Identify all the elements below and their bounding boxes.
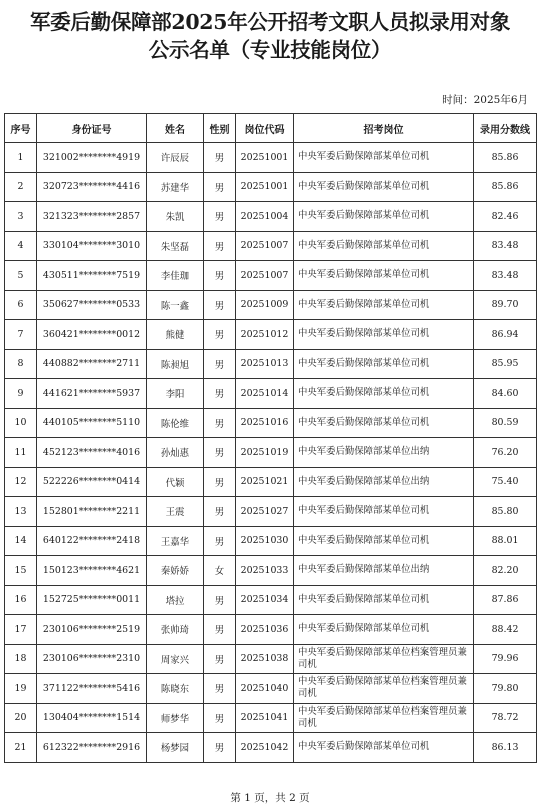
post-title-cell: 中央军委后勤保障部某单位司机	[294, 172, 474, 202]
post-code-cell: 20251040	[236, 674, 294, 704]
post-title-cell: 中央军委后勤保障部某单位司机	[294, 585, 474, 615]
post-code-cell: 20251033	[236, 556, 294, 586]
id-number-cell: 152725********0011	[37, 585, 147, 615]
gender-cell: 男	[204, 703, 236, 733]
post-title-cell: 中央军委后勤保障部某单位司机	[294, 408, 474, 438]
table-row	[5, 703, 537, 733]
row-index-cell: 1	[5, 143, 37, 173]
post-code-cell: 20251038	[236, 644, 294, 674]
row-index-cell: 8	[5, 349, 37, 379]
row-index-cell: 7	[5, 320, 37, 350]
post-code-cell: 20251007	[236, 231, 294, 261]
score-cell: 87.86	[474, 585, 537, 615]
table-row	[5, 438, 537, 468]
id-number-cell: 150123********4621	[37, 556, 147, 586]
gender-cell: 男	[204, 290, 236, 320]
header-id-number: 身份证号	[37, 114, 147, 143]
row-index-cell: 6	[5, 290, 37, 320]
score-cell: 82.46	[474, 202, 537, 232]
post-title-cell: 中央军委后勤保障部某单位司机	[294, 733, 474, 763]
gender-cell: 男	[204, 231, 236, 261]
person-name-cell: 秦娇娇	[147, 556, 204, 586]
post-title-cell: 中央军委后勤保障部某单位司机	[294, 143, 474, 173]
post-title-cell: 中央军委后勤保障部某单位出纳	[294, 556, 474, 586]
row-index-cell: 10	[5, 408, 37, 438]
post-title-cell: 中央军委后勤保障部某单位出纳	[294, 467, 474, 497]
post-code-cell: 20251014	[236, 379, 294, 409]
post-title-cell: 中央军委后勤保障部某单位司机	[294, 231, 474, 261]
score-cell: 83.48	[474, 261, 537, 291]
post-title-cell: 中央军委后勤保障部某单位司机	[294, 320, 474, 350]
person-name-cell: 熊健	[147, 320, 204, 350]
gender-cell: 男	[204, 261, 236, 291]
table-row	[5, 290, 537, 320]
score-cell: 78.72	[474, 703, 537, 733]
id-number-cell: 330104********3010	[37, 231, 147, 261]
score-cell: 85.95	[474, 349, 537, 379]
person-name-cell: 王嘉华	[147, 526, 204, 556]
row-index-cell: 9	[5, 379, 37, 409]
person-name-cell: 苏建华	[147, 172, 204, 202]
person-name-cell: 张帅琦	[147, 615, 204, 645]
table-row	[5, 408, 537, 438]
post-code-cell: 20251009	[236, 290, 294, 320]
score-cell: 76.20	[474, 438, 537, 468]
publish-date: 时间：2025年6月	[442, 94, 528, 106]
person-name-cell: 朱凯	[147, 202, 204, 232]
table-row	[5, 261, 537, 291]
post-code-cell: 20251021	[236, 467, 294, 497]
table-row	[5, 202, 537, 232]
table-row	[5, 644, 537, 674]
id-number-cell: 130404********1514	[37, 703, 147, 733]
person-name-cell: 陈晓东	[147, 674, 204, 704]
post-title-cell: 中央军委后勤保障部某单位司机	[294, 526, 474, 556]
post-title-cell: 中央军委后勤保障部某单位司机	[294, 349, 474, 379]
person-name-cell: 李佳珈	[147, 261, 204, 291]
person-name-cell: 陈昶旭	[147, 349, 204, 379]
score-cell: 89.70	[474, 290, 537, 320]
row-index-cell: 15	[5, 556, 37, 586]
id-number-cell: 360421********0012	[37, 320, 147, 350]
person-name-cell: 王震	[147, 497, 204, 527]
row-index-cell: 2	[5, 172, 37, 202]
id-number-cell: 321002********4919	[37, 143, 147, 173]
row-index-cell: 16	[5, 585, 37, 615]
table-row	[5, 349, 537, 379]
post-title-cell: 中央军委后勤保障部某单位出纳	[294, 438, 474, 468]
person-name-cell: 孙灿惠	[147, 438, 204, 468]
table-row	[5, 379, 537, 409]
row-index-cell: 14	[5, 526, 37, 556]
post-title-cell: 中央军委后勤保障部某单位司机	[294, 379, 474, 409]
gender-cell: 男	[204, 733, 236, 763]
table-row	[5, 497, 537, 527]
table-row	[5, 556, 537, 586]
gender-cell: 男	[204, 379, 236, 409]
person-name-cell: 朱坚磊	[147, 231, 204, 261]
id-number-cell: 320723********4416	[37, 172, 147, 202]
id-number-cell: 452123********4016	[37, 438, 147, 468]
gender-cell: 男	[204, 615, 236, 645]
row-index-cell: 4	[5, 231, 37, 261]
row-index-cell: 18	[5, 644, 37, 674]
gender-cell: 男	[204, 320, 236, 350]
header-index: 序号	[5, 114, 37, 143]
row-index-cell: 20	[5, 703, 37, 733]
id-number-cell: 152801********2211	[37, 497, 147, 527]
id-number-cell: 230106********2519	[37, 615, 147, 645]
gender-cell: 男	[204, 644, 236, 674]
document-title	[0, 8, 540, 64]
person-name-cell: 周家兴	[147, 644, 204, 674]
person-name-cell: 杨梦园	[147, 733, 204, 763]
gender-cell: 男	[204, 438, 236, 468]
score-cell: 85.80	[474, 497, 537, 527]
table-row	[5, 674, 537, 704]
score-cell: 75.40	[474, 467, 537, 497]
post-code-cell: 20251013	[236, 349, 294, 379]
score-cell: 79.96	[474, 644, 537, 674]
table-row	[5, 526, 537, 556]
post-code-cell: 20251004	[236, 202, 294, 232]
gender-cell: 男	[204, 674, 236, 704]
id-number-cell: 522226********0414	[37, 467, 147, 497]
gender-cell: 男	[204, 585, 236, 615]
post-code-cell: 20251042	[236, 733, 294, 763]
row-index-cell: 12	[5, 467, 37, 497]
person-name-cell: 许辰辰	[147, 143, 204, 173]
id-number-cell: 230106********2310	[37, 644, 147, 674]
table-header-row	[5, 114, 537, 143]
post-code-cell: 20251034	[236, 585, 294, 615]
post-title-cell: 中央军委后勤保障部某单位司机	[294, 290, 474, 320]
table-row	[5, 231, 537, 261]
score-cell: 84.60	[474, 379, 537, 409]
id-number-cell: 430511********7519	[37, 261, 147, 291]
post-title-cell: 中央军委后勤保障部某单位档案管理员兼司机	[294, 644, 474, 674]
row-index-cell: 13	[5, 497, 37, 527]
score-cell: 88.01	[474, 526, 537, 556]
post-code-cell: 20251001	[236, 172, 294, 202]
score-cell: 79.80	[474, 674, 537, 704]
gender-cell: 男	[204, 526, 236, 556]
page-footer: 第 1 页，共 2 页	[230, 792, 310, 804]
score-cell: 83.48	[474, 231, 537, 261]
post-title-cell: 中央军委后勤保障部某单位司机	[294, 261, 474, 291]
person-name-cell: 塔拉	[147, 585, 204, 615]
post-title-cell: 中央军委后勤保障部某单位司机	[294, 497, 474, 527]
candidate-table	[4, 113, 537, 763]
row-index-cell: 19	[5, 674, 37, 704]
table-row	[5, 467, 537, 497]
row-index-cell: 21	[5, 733, 37, 763]
id-number-cell: 640122********2418	[37, 526, 147, 556]
person-name-cell: 代颖	[147, 467, 204, 497]
id-number-cell: 441621********5937	[37, 379, 147, 409]
header-score: 录用分数线	[474, 114, 537, 143]
table-row	[5, 172, 537, 202]
gender-cell: 男	[204, 172, 236, 202]
row-index-cell: 17	[5, 615, 37, 645]
gender-cell: 男	[204, 202, 236, 232]
id-number-cell: 371122********5416	[37, 674, 147, 704]
table-body	[5, 143, 537, 763]
header-post-code: 岗位代码	[236, 114, 294, 143]
row-index-cell: 3	[5, 202, 37, 232]
title-line-1: 军委后勤保障部2025年公开招考文职人员拟录用对象	[29, 10, 511, 34]
table-row	[5, 585, 537, 615]
score-cell: 88.42	[474, 615, 537, 645]
score-cell: 85.86	[474, 143, 537, 173]
title-line-2: 公示名单（专业技能岗位）	[148, 38, 392, 62]
score-cell: 86.94	[474, 320, 537, 350]
row-index-cell: 11	[5, 438, 37, 468]
post-title-cell: 中央军委后勤保障部某单位司机	[294, 615, 474, 645]
gender-cell: 女	[204, 556, 236, 586]
gender-cell: 男	[204, 467, 236, 497]
table-row	[5, 733, 537, 763]
gender-cell: 男	[204, 349, 236, 379]
score-cell: 80.59	[474, 408, 537, 438]
post-code-cell: 20251036	[236, 615, 294, 645]
post-title-cell: 中央军委后勤保障部某单位档案管理员兼司机	[294, 703, 474, 733]
id-number-cell: 350627********0533	[37, 290, 147, 320]
gender-cell: 男	[204, 143, 236, 173]
post-code-cell: 20251001	[236, 143, 294, 173]
post-code-cell: 20251019	[236, 438, 294, 468]
person-name-cell: 李阳	[147, 379, 204, 409]
id-number-cell: 440882********2711	[37, 349, 147, 379]
id-number-cell: 321323********2857	[37, 202, 147, 232]
gender-cell: 男	[204, 408, 236, 438]
header-gender: 性别	[204, 114, 236, 143]
post-code-cell: 20251041	[236, 703, 294, 733]
post-code-cell: 20251030	[236, 526, 294, 556]
post-title-cell: 中央军委后勤保障部某单位司机	[294, 202, 474, 232]
person-name-cell: 师梦华	[147, 703, 204, 733]
post-code-cell: 20251016	[236, 408, 294, 438]
gender-cell: 男	[204, 497, 236, 527]
post-code-cell: 20251007	[236, 261, 294, 291]
table-row	[5, 320, 537, 350]
post-code-cell: 20251012	[236, 320, 294, 350]
post-code-cell: 20251027	[236, 497, 294, 527]
person-name-cell: 陈一鑫	[147, 290, 204, 320]
score-cell: 85.86	[474, 172, 537, 202]
header-post: 招考岗位	[294, 114, 474, 143]
score-cell: 86.13	[474, 733, 537, 763]
id-number-cell: 612322********2916	[37, 733, 147, 763]
table-row	[5, 615, 537, 645]
table-row	[5, 143, 537, 173]
score-cell: 82.20	[474, 556, 537, 586]
person-name-cell: 陈伦维	[147, 408, 204, 438]
header-name: 姓名	[147, 114, 204, 143]
post-title-cell: 中央军委后勤保障部某单位档案管理员兼司机	[294, 674, 474, 704]
id-number-cell: 440105********5110	[37, 408, 147, 438]
row-index-cell: 5	[5, 261, 37, 291]
